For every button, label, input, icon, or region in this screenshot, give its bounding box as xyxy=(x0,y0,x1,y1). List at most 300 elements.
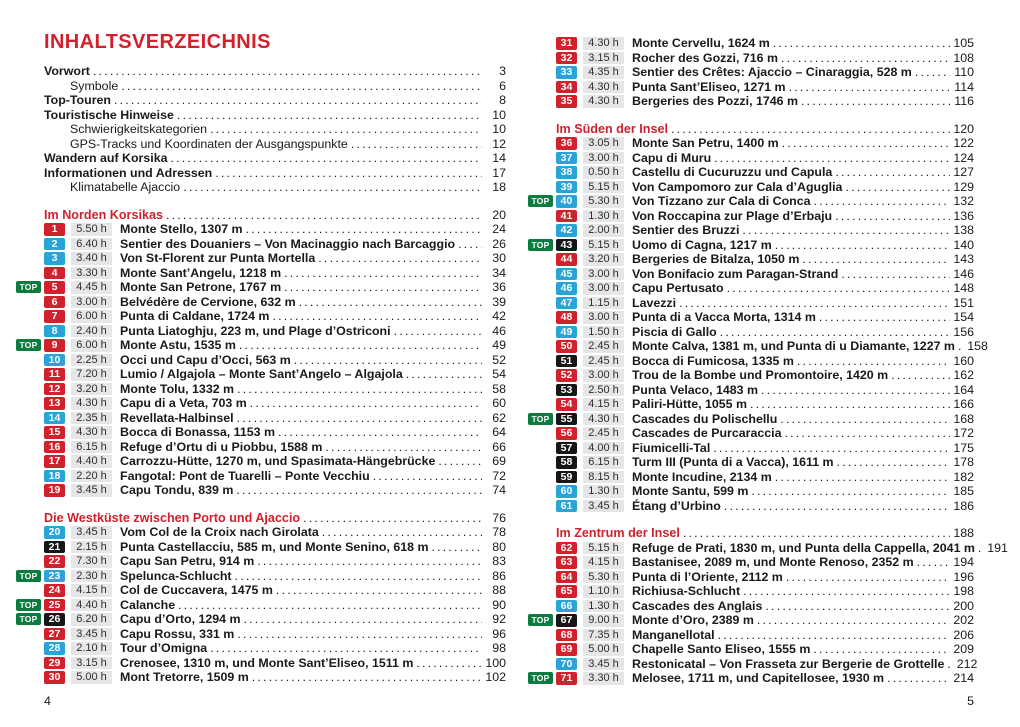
tour-duration: 6.20 h xyxy=(71,613,112,626)
tour-number-badge: 6 xyxy=(44,296,65,309)
tour-duration: 4.00 h xyxy=(583,442,624,455)
front-matter-page-number: 14 xyxy=(492,151,506,166)
tour-title: Bocca di Fumicosa, 1335 m xyxy=(632,353,794,368)
tour-number-badge: 5 xyxy=(44,281,65,294)
tour-page-number: 138 xyxy=(953,223,974,238)
tour-page-number: 108 xyxy=(953,50,974,65)
tour-page-number: 168 xyxy=(953,411,974,426)
tour-duration: 3.45 h xyxy=(71,628,112,641)
tour-page-number: 102 xyxy=(485,670,506,685)
tour-title: Cascades des Anglais xyxy=(632,598,763,613)
toc-section xyxy=(19,510,506,685)
tour-number-badge: 37 xyxy=(556,152,577,165)
tour-number-badge: 22 xyxy=(44,555,65,568)
tour-duration: 3.30 h xyxy=(583,672,624,685)
tour-page-number: 136 xyxy=(953,208,974,223)
tour-duration: 3.00 h xyxy=(583,282,624,295)
tour-page-number: 185 xyxy=(953,484,974,499)
tour-number-badge: 39 xyxy=(556,181,577,194)
tour-title: Capu San Petru, 914 m xyxy=(120,554,255,569)
tour-duration: 3.00 h xyxy=(71,296,112,309)
front-matter-label: Klimatabelle Ajaccio xyxy=(70,180,181,195)
front-matter-page-number: 8 xyxy=(499,93,506,108)
tour-page-number: 209 xyxy=(953,642,974,657)
tour-number-badge: 65 xyxy=(556,585,577,598)
tour-page-number: 60 xyxy=(492,396,506,411)
tour-number-badge: 31 xyxy=(556,37,577,50)
tour-number-badge: 16 xyxy=(44,441,65,454)
dot-leader xyxy=(801,92,950,110)
tour-duration: 5.30 h xyxy=(583,195,624,208)
tour-title: Punta Castellacciu, 585 m, und Monte Senino, 618 m xyxy=(120,539,429,554)
tour-number-badge: 11 xyxy=(44,368,65,381)
tour-page-number: 194 xyxy=(953,555,974,570)
tour-title: Capu di a Veta, 703 m xyxy=(120,396,247,411)
tour-duration: 3.15 h xyxy=(583,52,624,65)
tour-page-number: 158 xyxy=(967,339,988,354)
toc-column-left xyxy=(19,207,506,685)
right-page-number: 5 xyxy=(967,694,974,708)
front-matter-page-number: 12 xyxy=(492,136,506,151)
tour-title: Lumio / Algajola – Monte Sant’Angelo – Algajola xyxy=(120,367,403,382)
tour-title: Vom Col de la Croix nach Girolata xyxy=(120,525,319,540)
tour-page-number: 151 xyxy=(953,295,974,310)
tour-page-number: 196 xyxy=(953,569,974,584)
tour-title: Sentier des Bruzzi xyxy=(632,223,740,238)
tour-title: Col de Cuccavera, 1475 m xyxy=(120,583,273,598)
tour-duration: 4.15 h xyxy=(583,398,624,411)
tour-title: Rocher des Gozzi, 716 m xyxy=(632,50,778,65)
tour-page-number: 30 xyxy=(492,251,506,266)
front-matter-label: Vorwort xyxy=(44,64,90,79)
toc-left-page xyxy=(19,30,506,685)
front-matter-label: Schwierigkeitskategorien xyxy=(70,122,208,137)
tour-number-badge: 64 xyxy=(556,571,577,584)
tour-number-badge: 26 xyxy=(44,613,65,626)
tour-title: Étang d’Urbino xyxy=(632,498,721,513)
tour-number-badge: 17 xyxy=(44,455,65,468)
tour-title: Manganellotal xyxy=(632,627,715,642)
tour-duration: 3.00 h xyxy=(583,311,624,324)
toc-column-right xyxy=(531,36,1008,686)
tour-page-number: 212 xyxy=(956,656,978,671)
tour-title: Monte Sant’Angelu, 1218 m xyxy=(120,265,282,280)
tour-title: Mont Tretorre, 1509 m xyxy=(120,670,249,685)
tour-number-badge: 51 xyxy=(556,355,577,368)
tour-title: Punta di l’Oriente, 2112 m xyxy=(632,569,783,584)
tour-duration: 6.00 h xyxy=(71,310,112,323)
front-matter-label: Touristische Hinweise xyxy=(44,107,174,122)
tour-duration: 3.00 h xyxy=(583,369,624,382)
tour-entry-row xyxy=(556,499,974,514)
tour-page-number: 78 xyxy=(492,525,506,540)
tour-duration: 8.15 h xyxy=(583,471,624,484)
tour-page-number: 175 xyxy=(953,440,974,455)
tour-title: Von Campomoro zur Cala d’Aguglia xyxy=(632,179,843,194)
tour-number-badge: 44 xyxy=(556,253,577,266)
tour-duration: 5.15 h xyxy=(583,239,624,252)
tour-duration: 9.00 h xyxy=(583,614,624,627)
tour-entry-row xyxy=(556,540,1008,556)
tour-title: Punta Velaco, 1483 m xyxy=(632,382,759,397)
top-badge: TOP xyxy=(16,339,41,351)
tour-title: Monte Tolu, 1332 m xyxy=(120,381,235,396)
tour-number-badge: 13 xyxy=(44,397,65,410)
tour-title: Paliri-Hütte, 1055 m xyxy=(632,397,748,412)
tour-page-number: 124 xyxy=(953,150,974,165)
tour-duration: 2.45 h xyxy=(583,427,624,440)
toc-section xyxy=(531,526,1008,686)
tour-number-badge: 14 xyxy=(44,412,65,425)
dot-leader xyxy=(236,481,482,499)
tour-duration: 5.00 h xyxy=(583,643,624,656)
tour-title: Piscia di Gallo xyxy=(632,324,717,339)
tour-title: Monte Astu, 1535 m xyxy=(120,338,236,353)
tour-number-badge: 46 xyxy=(556,282,577,295)
tour-page-number: 88 xyxy=(492,583,506,598)
tour-title: Trou de la Bombe und Promontoire, 1420 m xyxy=(632,368,889,383)
tour-duration: 3.45 h xyxy=(71,484,112,497)
tour-duration: 1.30 h xyxy=(583,485,624,498)
tour-page-number: 143 xyxy=(953,252,974,267)
front-matter-label: Informationen und Adressen xyxy=(44,165,213,180)
tour-duration: 4.30 h xyxy=(583,37,624,50)
tour-page-number: 26 xyxy=(492,236,506,251)
tour-number-badge: 62 xyxy=(556,542,577,555)
tour-title: Crenosee, 1310 m, und Monte Sant’Eliseo, 1511 m xyxy=(120,655,414,670)
toc-section xyxy=(19,207,506,498)
tour-number-badge: 28 xyxy=(44,642,65,655)
tour-duration: 6.40 h xyxy=(71,238,112,251)
tour-page-number: 83 xyxy=(492,554,506,569)
tour-page-number: 66 xyxy=(492,439,506,454)
tour-page-number: 39 xyxy=(492,294,506,309)
tour-title: Tour d’Omigna xyxy=(120,641,208,656)
tour-duration: 4.30 h xyxy=(71,397,112,410)
top-badge: TOP xyxy=(528,672,553,684)
tour-number-badge: 19 xyxy=(44,484,65,497)
front-matter-label: GPS-Tracks und Koordinaten der Ausgangspunkte xyxy=(70,136,348,151)
tour-number-badge: 12 xyxy=(44,383,65,396)
tour-page-number: 127 xyxy=(953,165,974,180)
tour-duration: 7.35 h xyxy=(583,629,624,642)
tour-duration: 6.15 h xyxy=(71,441,112,454)
tour-number-badge: 1 xyxy=(44,223,65,236)
tour-page-number: 96 xyxy=(492,626,506,641)
tour-page-number: 206 xyxy=(953,627,974,642)
toc-right-page xyxy=(531,36,1008,686)
tour-title: Capu Tondu, 839 m xyxy=(120,483,234,498)
tour-duration: 2.45 h xyxy=(583,355,624,368)
tour-entry-row xyxy=(44,670,506,685)
tour-number-badge: 15 xyxy=(44,426,65,439)
tour-duration: 2.35 h xyxy=(71,412,112,425)
tour-title: Calanche xyxy=(120,597,176,612)
tour-number-badge: 33 xyxy=(556,66,577,79)
tour-duration: 4.15 h xyxy=(583,556,624,569)
tour-title: Cascades du Polischellu xyxy=(632,411,778,426)
tour-title: Monte Cervellu, 1624 m xyxy=(632,36,770,51)
tour-number-badge: 10 xyxy=(44,354,65,367)
top-badge: TOP xyxy=(528,239,553,251)
tour-duration: 4.15 h xyxy=(71,584,112,597)
tour-title: Bergeries de Bitalza, 1050 m xyxy=(632,252,800,267)
tour-title: Revellata-Halbinsel xyxy=(120,410,234,425)
tour-title: Punta di a Vacca Morta, 1314 m xyxy=(632,310,816,325)
tour-title: Sentier des Crêtes: Ajaccio – Cinaraggia, 528 m xyxy=(632,65,912,80)
tour-number-badge: 36 xyxy=(556,137,577,150)
tour-page-number: 34 xyxy=(492,265,506,280)
top-badge: TOP xyxy=(528,413,553,425)
tour-duration: 1.15 h xyxy=(583,297,624,310)
tour-page-number: 72 xyxy=(492,468,506,483)
tour-page-number: 191 xyxy=(987,540,1008,555)
tour-duration: 2.20 h xyxy=(71,470,112,483)
tour-duration: 4.30 h xyxy=(583,95,624,108)
tour-number-badge: 58 xyxy=(556,456,577,469)
tour-page-number: 148 xyxy=(953,281,974,296)
tour-title: Capu Pertusato xyxy=(632,281,724,296)
tour-title: Von Tizzano zur Cala di Conca xyxy=(632,194,811,209)
tour-page-number: 186 xyxy=(953,498,974,513)
tour-number-badge: 24 xyxy=(44,584,65,597)
tour-duration: 2.00 h xyxy=(583,224,624,237)
tour-duration: 3.00 h xyxy=(583,152,624,165)
tour-title: Monte San Petrone, 1767 m xyxy=(120,280,282,295)
tour-number-badge: 4 xyxy=(44,267,65,280)
tour-page-number: 69 xyxy=(492,454,506,469)
left-page-number: 4 xyxy=(44,694,51,708)
tour-page-number: 162 xyxy=(953,368,974,383)
tour-page-number: 198 xyxy=(953,584,974,599)
tour-title: Bastanisee, 2089 m, und Monte Renoso, 2352 m xyxy=(632,555,914,570)
tour-number-badge: 43 xyxy=(556,239,577,252)
tour-title: Chapelle Santo Eliseo, 1555 m xyxy=(632,642,811,657)
tour-page-number: 42 xyxy=(492,309,506,324)
section-page-number: 20 xyxy=(492,207,506,222)
tour-duration: 6.00 h xyxy=(71,339,112,352)
tour-duration: 4.30 h xyxy=(583,81,624,94)
tour-number-badge: 32 xyxy=(556,52,577,65)
tour-number-badge: 23 xyxy=(44,570,65,583)
tour-number-badge: 41 xyxy=(556,210,577,223)
tour-duration: 7.30 h xyxy=(71,555,112,568)
tour-number-badge: 71 xyxy=(556,672,577,685)
tour-number-badge: 9 xyxy=(44,339,65,352)
front-matter-row xyxy=(44,180,506,195)
front-matter-page-number: 10 xyxy=(492,122,506,137)
tour-number-badge: 70 xyxy=(556,658,577,671)
tour-page-number: 166 xyxy=(953,397,974,412)
tour-duration: 3.20 h xyxy=(71,383,112,396)
tour-number-badge: 21 xyxy=(44,541,65,554)
dot-leader xyxy=(724,497,950,515)
tour-title: Cascades de Purcaraccia xyxy=(632,426,782,441)
tour-number-badge: 7 xyxy=(44,310,65,323)
tour-title: Monte Calva, 1381 m, und Punta di u Diamante, 1227 m xyxy=(632,339,955,354)
front-matter-list xyxy=(44,64,506,195)
tour-title: Von Bonifacio zum Paragan-Strand xyxy=(632,266,839,281)
front-matter-label: Top-Touren xyxy=(44,93,111,108)
tour-page-number: 49 xyxy=(492,338,506,353)
tour-number-badge: 40 xyxy=(556,195,577,208)
tour-page-number: 178 xyxy=(953,455,974,470)
tour-title: Capu Rossu, 331 m xyxy=(120,626,235,641)
tour-number-badge: 69 xyxy=(556,643,577,656)
tour-duration: 7.20 h xyxy=(71,368,112,381)
tour-number-badge: 50 xyxy=(556,340,577,353)
tour-page-number: 64 xyxy=(492,425,506,440)
front-matter-page-number: 3 xyxy=(499,64,506,79)
tour-number-badge: 2 xyxy=(44,238,65,251)
tour-duration: 1.10 h xyxy=(583,585,624,598)
tour-entry-row xyxy=(556,325,974,340)
tour-number-badge: 63 xyxy=(556,556,577,569)
tour-title: Carrozzu-Hütte, 1270 m, und Spasimata-Hängebrücke xyxy=(120,454,436,469)
section-page-number: 76 xyxy=(492,510,506,525)
tour-duration: 3.30 h xyxy=(71,267,112,280)
tour-title: Refuge d’Ortu di u Piobbu, 1588 m xyxy=(120,439,323,454)
tour-duration: 1.30 h xyxy=(583,600,624,613)
tour-page-number: 52 xyxy=(492,352,506,367)
tour-number-badge: 59 xyxy=(556,471,577,484)
toc-section xyxy=(531,121,988,514)
tour-number-badge: 52 xyxy=(556,369,577,382)
tour-number-badge: 55 xyxy=(556,413,577,426)
tour-page-number: 36 xyxy=(492,280,506,295)
tour-duration: 4.40 h xyxy=(71,599,112,612)
tour-duration: 3.45 h xyxy=(583,658,624,671)
tour-number-badge: 48 xyxy=(556,311,577,324)
tour-number-badge: 57 xyxy=(556,442,577,455)
tour-number-badge: 38 xyxy=(556,166,577,179)
tour-page-number: 90 xyxy=(492,597,506,612)
tour-title: Refuge de Prati, 1830 m, und Punta della Cappella, 2041 m xyxy=(632,540,975,555)
tour-title: Melosee, 1711 m, und Capitellosee, 1930 m xyxy=(632,671,885,686)
tour-number-badge: 66 xyxy=(556,600,577,613)
tour-page-number: 46 xyxy=(492,323,506,338)
tour-entry-row xyxy=(531,671,974,686)
tour-title: Occi und Capu d’Occi, 563 m xyxy=(120,352,291,367)
tour-page-number: 100 xyxy=(485,655,506,670)
tour-page-number: 114 xyxy=(954,79,974,94)
tour-duration: 2.10 h xyxy=(71,642,112,655)
front-matter-page-number: 6 xyxy=(499,78,506,93)
tour-number-badge: 49 xyxy=(556,326,577,339)
tour-title: Turm III (Punta di a Vacca), 1611 m xyxy=(632,455,834,470)
tour-number-badge: 18 xyxy=(44,470,65,483)
tour-duration: 1.30 h xyxy=(583,210,624,223)
top-badge: TOP xyxy=(16,281,41,293)
tour-page-number: 172 xyxy=(953,426,974,441)
front-matter-page-number: 17 xyxy=(492,165,506,180)
tour-duration: 2.15 h xyxy=(71,541,112,554)
tour-number-badge: 30 xyxy=(44,671,65,684)
page-title: INHALTSVERZEICHNIS xyxy=(44,31,271,53)
tour-title: Monte San Petru, 1400 m xyxy=(632,136,779,151)
tour-page-number: 86 xyxy=(492,568,506,583)
tour-number-badge: 8 xyxy=(44,325,65,338)
tour-number-badge: 53 xyxy=(556,384,577,397)
tour-page-number: 92 xyxy=(492,612,506,627)
dot-leader xyxy=(183,178,482,196)
tour-entry-row xyxy=(44,483,506,498)
tour-page-number: 98 xyxy=(492,641,506,656)
tour-title: Von Roccapina zur Plage d’Erbaju xyxy=(632,208,833,223)
tour-duration: 5.15 h xyxy=(583,542,624,555)
tour-title: Belvédère de Cervione, 632 m xyxy=(120,294,296,309)
tour-number-badge: 34 xyxy=(556,81,577,94)
tour-entry-row xyxy=(556,51,974,66)
section-page-number: 188 xyxy=(953,526,974,541)
tour-duration: 4.30 h xyxy=(583,413,624,426)
tour-page-number: 24 xyxy=(492,222,506,237)
section-page-number: 120 xyxy=(953,121,974,136)
tour-page-number: 62 xyxy=(492,410,506,425)
front-matter-page-number: 10 xyxy=(492,107,506,122)
tour-title: Monte Santu, 599 m xyxy=(632,484,749,499)
dot-leader xyxy=(252,668,482,686)
tour-page-number: 156 xyxy=(953,324,974,339)
tour-page-number: 202 xyxy=(953,613,974,628)
top-badge: TOP xyxy=(16,613,41,625)
tour-title: Fiumicelli-Tal xyxy=(632,440,711,455)
tour-duration: 3.20 h xyxy=(583,253,624,266)
tour-page-number: 200 xyxy=(953,598,974,613)
tour-duration: 3.45 h xyxy=(583,500,624,513)
tour-number-badge: 45 xyxy=(556,268,577,281)
tour-page-number: 164 xyxy=(953,382,974,397)
tour-number-badge: 54 xyxy=(556,398,577,411)
tour-page-number: 116 xyxy=(954,94,974,109)
section-title: Im Norden Korsikas xyxy=(44,207,163,222)
dot-leader xyxy=(887,669,950,687)
tour-title: Restonicatal – Von Frasseta zur Bergerie de Grottelle xyxy=(632,656,945,671)
tour-title: Sentier des Douaniers – Von Macinaggio nach Barcaggio xyxy=(120,236,456,251)
tour-duration: 3.40 h xyxy=(71,252,112,265)
tour-number-badge: 25 xyxy=(44,599,65,612)
tour-duration: 4.35 h xyxy=(583,66,624,79)
tour-duration: 2.25 h xyxy=(71,354,112,367)
toc-section xyxy=(556,36,974,109)
tour-page-number: 80 xyxy=(492,539,506,554)
tour-duration: 4.30 h xyxy=(71,426,112,439)
tour-duration: 5.30 h xyxy=(583,571,624,584)
tour-page-number: 74 xyxy=(492,483,506,498)
tour-title: Monte Incudine, 2134 m xyxy=(632,469,772,484)
tour-title: Capu d’Orto, 1294 m xyxy=(120,612,241,627)
top-badge: TOP xyxy=(16,599,41,611)
tour-duration: 5.15 h xyxy=(583,181,624,194)
tour-duration: 3.05 h xyxy=(583,137,624,150)
tour-page-number: 140 xyxy=(953,237,974,252)
front-matter-label: Wandern auf Korsika xyxy=(44,151,168,166)
tour-number-badge: 68 xyxy=(556,629,577,642)
tour-number-badge: 35 xyxy=(556,95,577,108)
tour-title: Lavezzi xyxy=(632,295,677,310)
tour-number-badge: 60 xyxy=(556,485,577,498)
tour-page-number: 146 xyxy=(953,266,974,281)
tour-title: Uomo di Cagna, 1217 m xyxy=(632,237,772,252)
tour-duration: 3.15 h xyxy=(71,657,112,670)
tour-duration: 1.50 h xyxy=(583,326,624,339)
tour-duration: 2.45 h xyxy=(583,340,624,353)
tour-number-badge: 67 xyxy=(556,614,577,627)
section-title: Im Zentrum der Insel xyxy=(556,526,680,541)
tour-page-number: 54 xyxy=(492,367,506,382)
top-badge: TOP xyxy=(528,614,553,626)
tour-duration: 2.50 h xyxy=(583,384,624,397)
